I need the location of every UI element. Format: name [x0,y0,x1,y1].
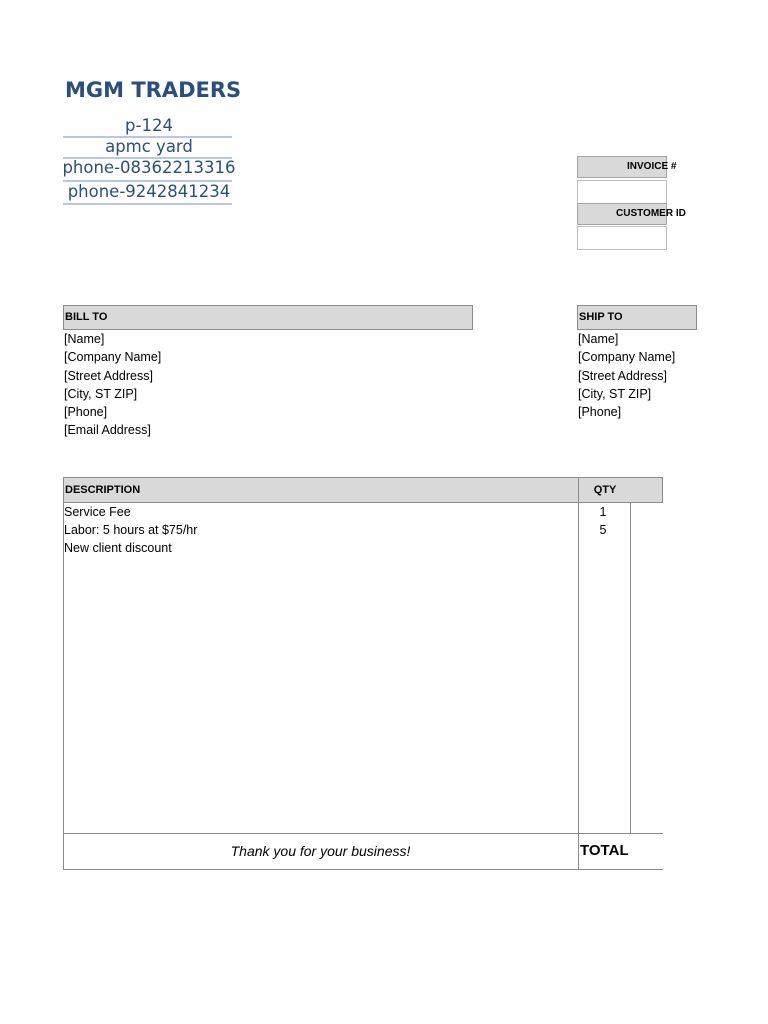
ship-to-phone: [Phone] [578,405,622,420]
thank-you-message: Thank you for your business! [230,843,411,859]
customer-id-label: CUSTOMER ID [577,203,667,225]
address-line: apmc yard [105,137,193,156]
bill-to-name: [Name] [64,332,105,346]
qty-column-header: QTY [593,484,617,496]
bill-to-email: [Email Address] [64,423,151,438]
ship-to-name: [Name] [578,332,619,346]
table-row-description: New client discount [64,541,172,555]
bill-to-company: [Company Name] [64,350,162,365]
bill-to-header: BILL TO [63,305,473,330]
ship-to-section [577,305,676,425]
divider [63,869,663,870]
invoice-number-label: INVOICE # [577,156,667,178]
table-row-qty: 5 [599,523,607,537]
table-border [630,502,631,833]
company-name: MGM TRADERS [65,78,242,102]
bill-to-address [64,330,161,440]
bill-to-city: [City, ST ZIP] [64,386,138,401]
phone-line: phone-08362213316 [62,158,236,177]
table-row-qty: 1 [599,505,607,519]
column-divider [578,477,579,870]
ship-to-city: [City, ST ZIP] [578,386,652,401]
customer-id-field[interactable] [577,226,667,250]
company-address [50,116,248,212]
ship-to-street: [Street Address] [578,368,667,383]
divider [63,833,663,834]
table-header [63,477,663,503]
divider [63,203,232,205]
invoice-info-box [577,156,686,250]
ship-to-company: [Company Name] [578,350,676,365]
ship-to-header: SHIP TO [577,305,697,330]
bill-to-street: [Street Address] [64,368,153,383]
table-row-description: Labor: 5 hours at $75/hr [64,523,198,537]
bill-to-phone: [Phone] [64,405,108,420]
items-table [63,477,631,871]
ship-to-address [578,330,675,421]
address-line: p-124 [125,116,173,135]
phone-line: phone-9242841234 [67,182,231,201]
invoice-number-field[interactable] [577,180,667,204]
description-column-header: DESCRIPTION [65,484,141,496]
total-label: TOTAL [580,842,629,859]
table-row-description: Service Fee [64,505,131,519]
